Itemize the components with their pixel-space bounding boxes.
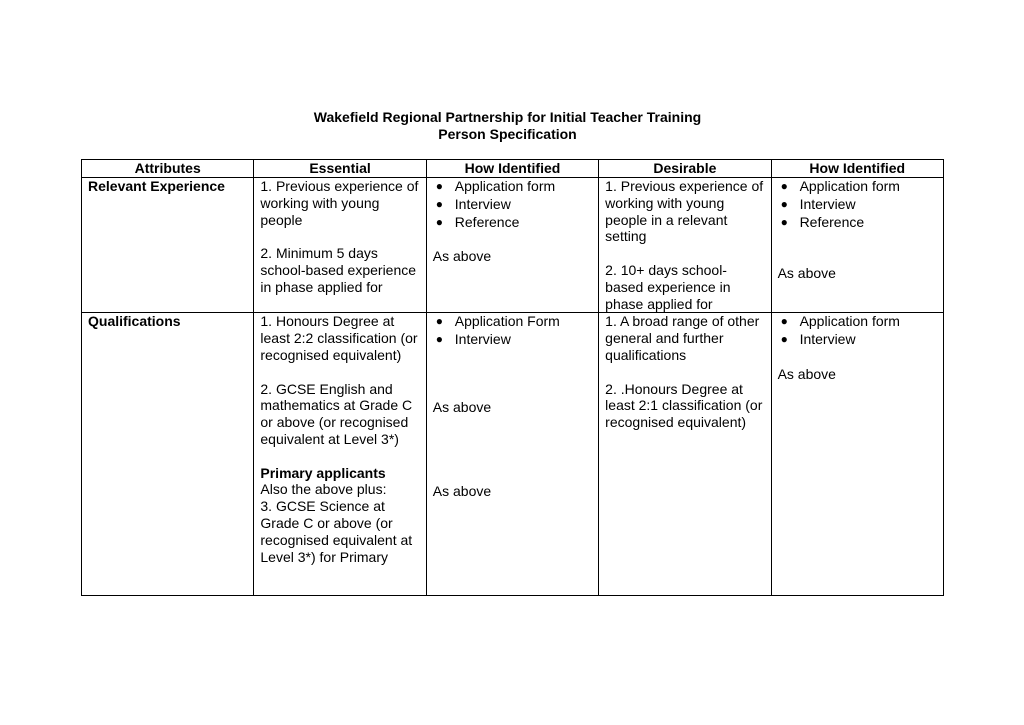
table-row (82, 313, 944, 596)
how-identified-cell (426, 313, 598, 596)
document-header (0, 109, 1015, 142)
method-list (778, 178, 937, 231)
bullet-icon: ● (435, 214, 444, 229)
list-item: ● Application form (780, 178, 900, 194)
as-above-note: As above (432, 483, 492, 500)
method-list (778, 313, 937, 349)
header-essential: Essential (254, 160, 426, 178)
bullet-icon: ● (780, 214, 788, 229)
desirable-cell (599, 178, 771, 313)
header-attributes: Attributes (82, 160, 254, 178)
desirable-item: 2. .Honours Degree at least 2:1 classification (or recognised equivalent) (605, 380, 763, 431)
method-list (433, 178, 592, 231)
desirable-cell (599, 313, 771, 596)
person-specification-table (81, 159, 944, 596)
header-desirable-how-identified: How Identified (771, 160, 943, 178)
document-title: Wakefield Regional Partnership for Initial Teacher Training (313, 109, 702, 125)
as-above-note: As above (432, 399, 492, 416)
as-above-note: As above (777, 365, 836, 382)
document-subtitle: Person Specification (438, 125, 577, 142)
essential-item: 1. Honours Degree at least 2:2 classification (or recognised equivalent) (260, 313, 418, 363)
bullet-icon: ● (780, 196, 788, 211)
bullet-icon: ● (435, 196, 444, 211)
header-desirable: Desirable (599, 160, 771, 178)
desirable-item: 2. 10+ days school-based experience in phase applied for (605, 261, 731, 312)
desirable-item: 1. A broad range of other general and further qualifications (605, 313, 760, 363)
list-item: ● Interview (780, 195, 856, 212)
list-item: ● Reference (435, 213, 520, 230)
how-identified-cell (426, 178, 598, 313)
how-identified-cell (771, 313, 943, 596)
list-item: ● Interview (780, 331, 856, 348)
essential-cell (254, 313, 426, 596)
bullet-icon: ● (435, 332, 444, 347)
header-essential-how-identified: How Identified (426, 160, 598, 178)
essential-cell (254, 178, 426, 313)
primary-applicants-intro: Also the above plus: (260, 481, 387, 498)
primary-applicants-heading: Primary applicants (260, 464, 386, 481)
list-item: ● Reference (780, 213, 865, 230)
table-row (82, 178, 944, 313)
essential-item: 1. Previous experience of working with young people (260, 178, 419, 228)
as-above-note: As above (777, 264, 836, 281)
how-identified-cell (771, 178, 943, 313)
essential-item: 2. GCSE English and mathematics at Grade C or above (or recognised equivalent at Level 3*) (260, 380, 413, 447)
desirable-item: 1. Previous experience of working with young people in a relevant setting (605, 178, 764, 245)
list-item: ● Interview (435, 195, 511, 212)
list-item: ● Application form (435, 178, 556, 194)
essential-item: 2. Minimum 5 days school-based experience in phase applied for (260, 245, 417, 295)
bullet-icon: ● (780, 314, 788, 329)
bullet-icon: ● (435, 314, 444, 329)
list-item: ● Interview (435, 331, 511, 348)
method-list (433, 313, 592, 349)
bullet-icon: ● (780, 179, 788, 193)
as-above-note: As above (432, 248, 492, 265)
essential-item: 3. GCSE Science at Grade C or above (or recognised equivalent at Level 3*) for Primary (260, 498, 413, 565)
attribute-cell: Qualifications (82, 313, 254, 596)
bullet-icon: ● (435, 179, 444, 193)
bullet-icon: ● (780, 332, 788, 347)
table-header-row (82, 160, 944, 178)
list-item: ● Application form (780, 313, 900, 330)
attribute-cell: Relevant Experience (82, 178, 254, 313)
list-item: ● Application Form (435, 313, 560, 330)
